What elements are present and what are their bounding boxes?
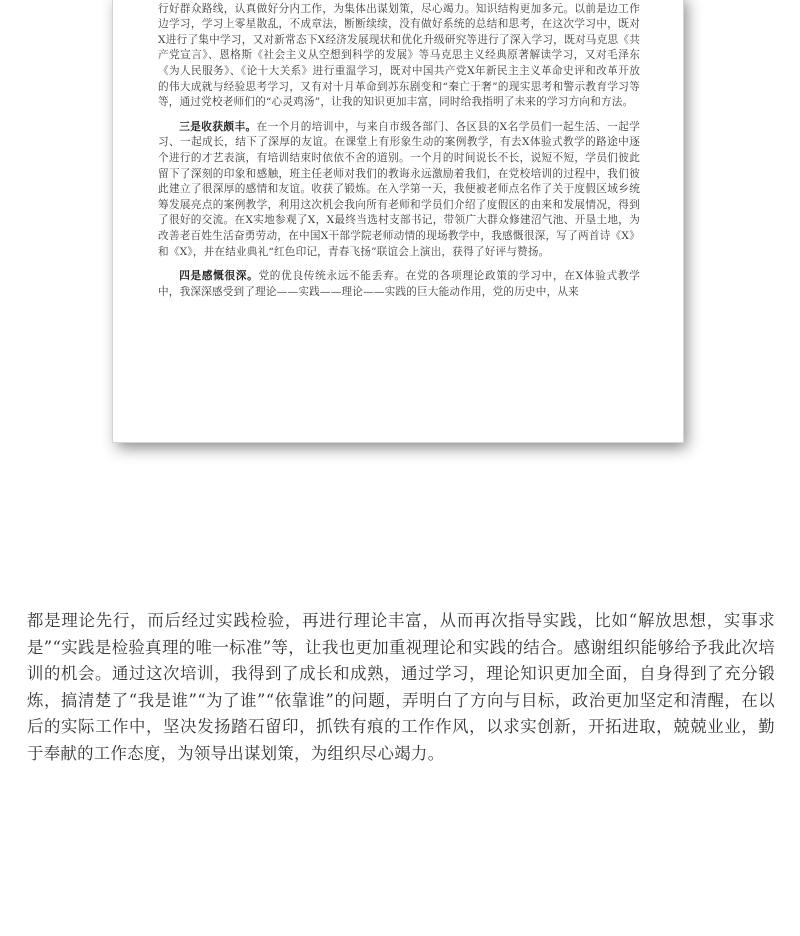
paragraph-reflection-heading: 四是感慨很深。 — [179, 270, 259, 283]
paragraph-harvest-heading: 三是收获颇丰。 — [179, 120, 257, 133]
document-page-text — [158, 0, 640, 300]
continuation-paragraph — [27, 608, 775, 767]
paragraph-harvest — [158, 120, 640, 260]
continuation-text: 都是理论先行，而后经过实践检验，再进行理论丰富，从而再次指导实践，比如“解放思想，实事求是”“实践是检验真理的唯一标准”等，让我也更加重视理论和实践的结合。感谢组织能够给予我此次培训的机会。通过这次培训，我得到了成长和成熟，通过学习，理论知识更加全面，自身得到了充分锻炼，搞清楚了“我是谁”“为了谁”“依靠谁”的问题，弄明白了方向与目标，政治更加坚定和清醒，在以后的实际工作中，坚决发扬踏石留印，抓铁有痕的工作作风，以求实创新，开拓进取，兢兢业业，勤于奉献的工作态度，为领导出谋划策，为组织尽心竭力。 — [27, 611, 775, 763]
paragraph-reflection-body: 党的优良传统永远不能丢弃。在党的各项理论政策的学习中，在X体验式教学中，我深深感受到了理论——实践——理论——实践的巨大能动作用，党的历史中，从来 — [158, 270, 640, 298]
paragraph-reflection — [158, 269, 640, 300]
paragraph-harvest-body: 在一个月的培训中，与来自市级各部门、各区县的X名学员们一起生活、一起学习、一起成长，结下了深厚的友谊。在课堂上有形象生动的案例教学，有去X体验式教学的路途中逐个进行的才艺表演，有培训结束时依依不舍的道别。一个月的时间说长不长，说短不短，学员们彼此留下了深刻的印象和感触，班主任老师对我们的教诲永远激励着我们，在党校培训的过程中，我们彼此建立了很深厚的感情和友谊。收获了锻炼。在入学第一天，我便被老师点名作了关于度假区域乡统筹发展亮点的案例教学，利用这次机会我向所有老师和学员们介绍了度假区的由来和发展情况，得到了很好的交流。在X实地参观了X，X最终当选村支部书记，带领广大群众修建沼气池、开垦土地，为改善老百姓生活奋勇劳动，在中国X干部学院老师动情的现场教学中，我感慨很深，写了两首诗《X》和《X》，并在结业典礼“红色印记，青春飞扬”联谊会上演出，获得了好评与赞扬。 — [158, 120, 640, 258]
paragraph-study-content: 行好群众路线，认真做好分内工作，为集体出谋划策，尽心竭力。知识结构更加多元。以前是边工作边学习，学习上零星散乱，不成章法，断断续续，没有做好系统的总结和思考，在这次学习中，既对X进行了集中学习，又对新常态下X经济发展现状和优化升级研究等进行了深入学习，既对马克思《共产党宣言》、恩格斯《社会主义从空想到科学的发展》等马克思主义经典原著解读学习，又对毛泽东《为人民服务》、《论十大关系》进行重温学习，既对中国共产党X年新民主主义革命史评和改革开放的伟大成就与经验思考学习，又有对十月革命到苏东剧变和“秦亡于奢”的现实思考和警示教育学习等等，通过党校老师们的“心灵鸡汤”，让我的知识更加丰富，同时给我指明了未来的学习方向和方法。 — [158, 2, 640, 109]
document-page-preview — [113, 0, 683, 442]
